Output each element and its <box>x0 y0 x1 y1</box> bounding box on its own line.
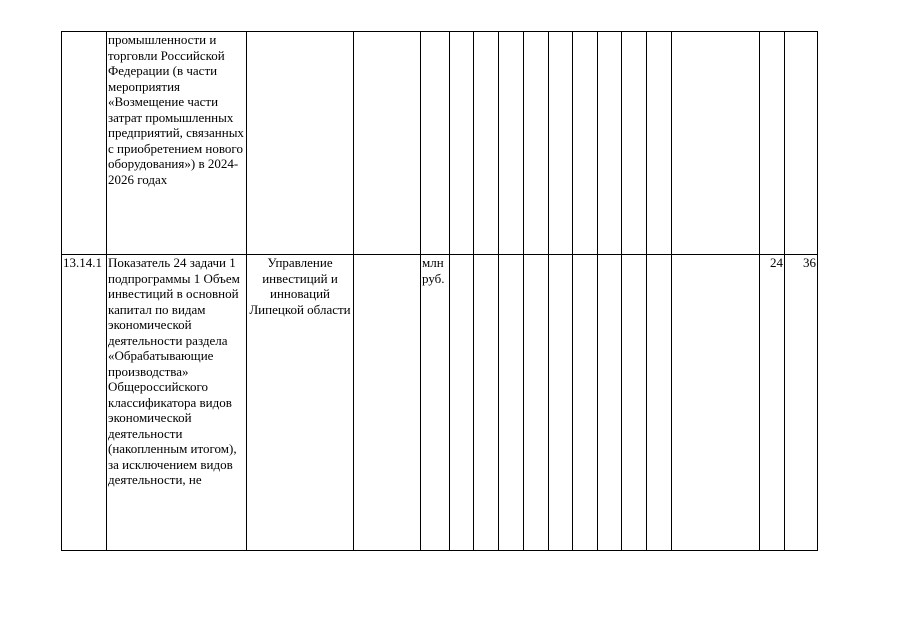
indicator-name-cell: промышленности и торговли Российской Федерации (в части мероприятия «Возмещение части затрат промышленных предприятий, связанных с приобретением нового оборудования») в 2024-2026 годах <box>107 32 247 255</box>
indicator-table <box>61 31 818 551</box>
empty-cell <box>598 255 622 551</box>
empty-cell <box>474 32 499 255</box>
unit-cell: млн руб. <box>421 255 450 551</box>
value-cell-1 <box>760 32 785 255</box>
value-cell-2: 36 <box>785 255 818 551</box>
empty-cell <box>549 32 573 255</box>
empty-cell <box>549 255 573 551</box>
empty-cell <box>499 32 524 255</box>
empty-cell <box>354 255 421 551</box>
executor-cell: Управление инвестиций и инноваций Липецкой области <box>247 255 354 551</box>
empty-cell <box>524 255 549 551</box>
unit-cell <box>421 32 450 255</box>
empty-cell <box>672 255 760 551</box>
empty-cell <box>524 32 549 255</box>
empty-cell <box>450 255 474 551</box>
empty-cell <box>672 32 760 255</box>
empty-cell <box>622 32 647 255</box>
empty-cell <box>573 32 598 255</box>
row-number-cell: 13.14.1 <box>62 255 107 551</box>
table-row <box>62 32 818 255</box>
empty-cell <box>598 32 622 255</box>
value-cell-1: 24 <box>760 255 785 551</box>
empty-cell <box>499 255 524 551</box>
indicator-name-cell: Показатель 24 задачи 1 подпрограммы 1 Объем инвестиций в основной капитал по видам экономической деятельности раздела «Обрабатывающие производства» Общероссийского классификатора видов экономической деятельности (накопленным итогом), за исключением видов деятельности, не <box>107 255 247 551</box>
empty-cell <box>573 255 598 551</box>
empty-cell <box>647 32 672 255</box>
table-row <box>62 255 818 551</box>
empty-cell <box>354 32 421 255</box>
empty-cell <box>450 32 474 255</box>
empty-cell <box>622 255 647 551</box>
empty-cell <box>647 255 672 551</box>
row-number-cell <box>62 32 107 255</box>
empty-cell <box>474 255 499 551</box>
value-cell-2 <box>785 32 818 255</box>
executor-cell <box>247 32 354 255</box>
